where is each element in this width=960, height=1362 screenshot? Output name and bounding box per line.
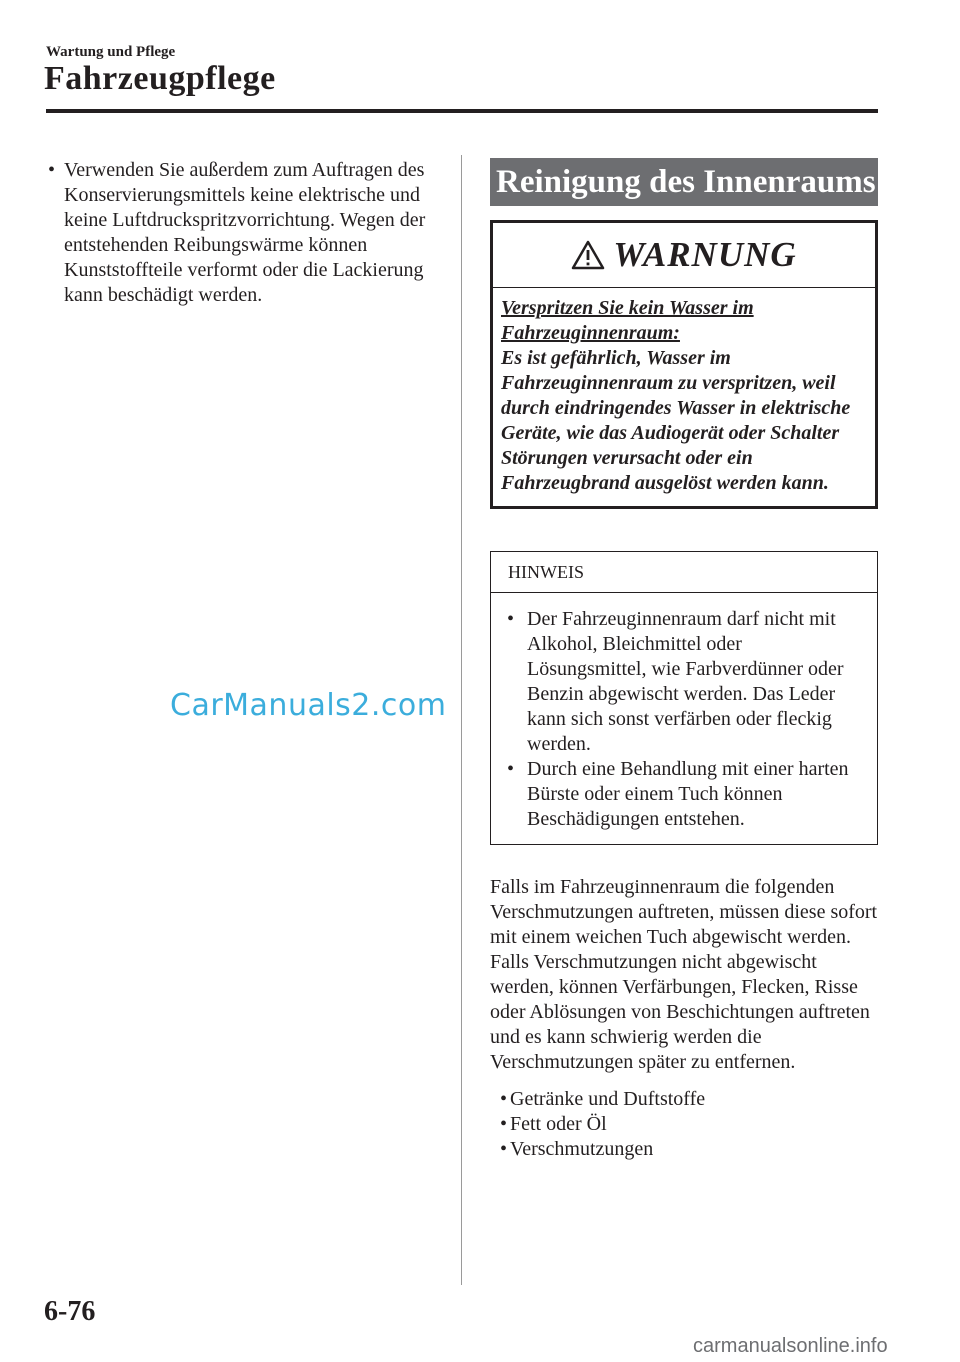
list-item-text: Getränke und Duftstoffe — [510, 1088, 706, 1110]
warning-header — [493, 223, 875, 288]
warning-text: Es ist gefährlich, Wasser im Fahrzeuginnenraum zu verspritzen, weil durch eindringendes Wasser in elektrische Geräte, wie das Audiogerät oder Schalter Störungen verursacht oder ein Fahrzeugbrand ausgelöst werden kann. — [501, 347, 851, 494]
warning-triangle-icon — [571, 240, 605, 270]
warning-title: WARNUNG — [613, 235, 797, 274]
list — [490, 1087, 878, 1162]
warning-body — [493, 288, 875, 506]
list-item — [500, 1087, 878, 1112]
paragraph-1: Falls im Fahrzeuginnenraum die folgenden Verschmutzungen auftreten, müssen diese sofort mit einem weichen Tuch abgewischt werden. — [490, 876, 878, 948]
list-bullet-mark: • — [500, 1088, 508, 1110]
list-item-text: Fett oder Öl — [510, 1113, 607, 1135]
list-item — [500, 1112, 878, 1137]
list-item-text: Verschmutzungen — [510, 1138, 654, 1160]
left-column — [46, 158, 451, 308]
paragraph-2: Falls Verschmutzungen nicht abgewischt werden, können Verfärbungen, Flecken, Risse oder Ablösungen von Beschichtungen auftreten und es kann schwierig werden die Verschmutzungen später zu entfernen. — [490, 951, 870, 1073]
list-item — [500, 1137, 878, 1162]
page-number: 6-76 — [44, 1296, 96, 1327]
section-label: Wartung und Pflege — [46, 44, 176, 60]
bullet-mark: • — [48, 159, 56, 181]
list-bullet-mark: • — [500, 1138, 508, 1160]
note-item-text: Durch eine Behandlung mit einer harten Bürste oder einem Tuch können Beschädigungen entstehen. — [527, 758, 849, 830]
footer-watermark: carmanualsonline.info — [693, 1335, 888, 1357]
note-box — [490, 551, 878, 845]
chapter-title: Fahrzeugpflege — [44, 60, 276, 97]
note-body — [491, 593, 877, 844]
note-bullet-mark: • — [507, 758, 515, 780]
note-bullet-mark: • — [507, 608, 515, 630]
header-rule — [46, 109, 878, 113]
note-item — [507, 607, 865, 757]
column-divider — [461, 155, 462, 1285]
note-item-text: Der Fahrzeuginnenraum darf nicht mit Alkohol, Bleichmittel oder Lösungsmittel, wie Farbverdünner oder Benzin abgewischt werden. Das Leder kann sich sonst verfärben oder fleckig werden. — [527, 608, 844, 755]
bullet-item — [46, 158, 451, 308]
section-heading: Reinigung des Innenraums — [490, 158, 878, 206]
list-bullet-mark: • — [500, 1113, 508, 1135]
right-column — [490, 158, 878, 1162]
note-title: HINWEIS — [491, 552, 877, 593]
watermark-logo: CarManuals2.com — [170, 688, 447, 723]
warning-lead: Verspritzen Sie kein Wasser im Fahrzeuginnenraum: — [501, 297, 754, 344]
note-item — [507, 757, 865, 832]
paragraph — [490, 875, 878, 1075]
warning-box — [490, 220, 878, 509]
bullet-text: Verwenden Sie außerdem zum Auftragen des Konservierungsmittels keine elektrische und keine Luftdruckspritzvorrichtung. Wegen der entstehenden Reibungswärme können Kunststoffteile verformt oder die Lackierung kann beschädigt werden. — [64, 159, 426, 306]
